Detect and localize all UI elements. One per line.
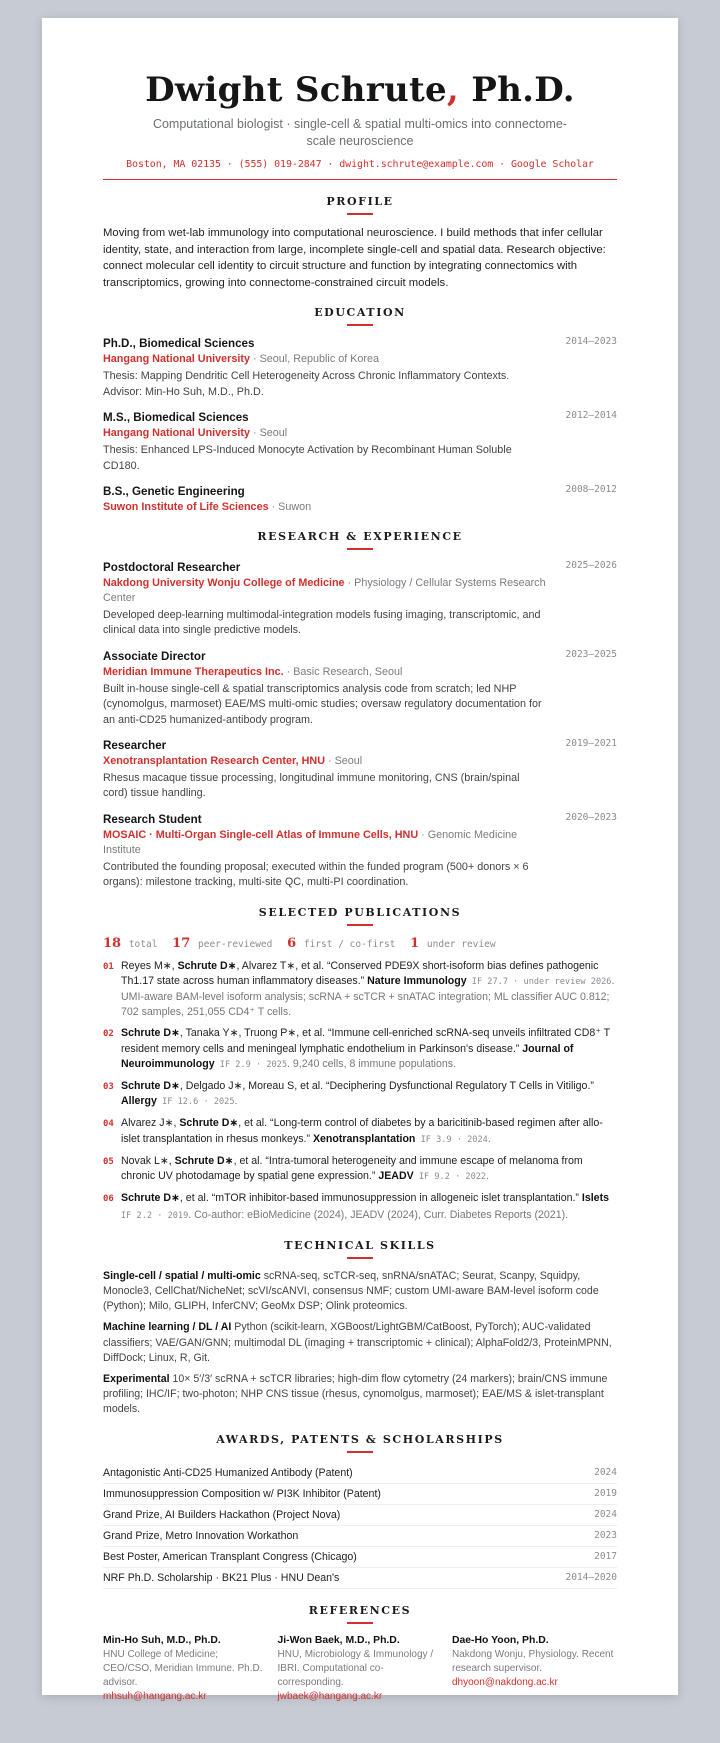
resume-content xyxy=(103,70,617,1704)
publication-number: 03 xyxy=(103,1082,114,1093)
publication-item xyxy=(103,1026,617,1073)
pub-journal: Nature Immunology xyxy=(367,974,467,987)
entry-location: · Physiology / Cellular Systems Research Center xyxy=(103,577,546,604)
publication-item xyxy=(103,1154,617,1185)
experience-entry xyxy=(103,738,617,802)
skill-text: Python (scikit-learn, XGBoost/LightGBM/CatBoost, PyTorch); AUC-validated classifiers; VAE/GAN/GNN; multimodal DL (imaging + transcriptomic + clinical); AlphaFold2/3, ProteinMPNN, DiffDock; Linux, R, Git. xyxy=(103,1321,612,1364)
resume-page xyxy=(42,18,678,1702)
entry-institution: Suwon Institute of Life Sciences xyxy=(103,501,269,513)
experience-entry xyxy=(103,649,617,728)
skill-group xyxy=(103,1372,617,1418)
entry-role: Postdoctoral Researcher xyxy=(103,561,241,574)
pub-authors-pre: Alvarez J∗, xyxy=(121,1117,180,1130)
pub-meta: IF 9.2 · 2022 xyxy=(413,1172,487,1183)
entry-org xyxy=(103,665,617,680)
pub-meta: IF 2.2 · 2019 xyxy=(121,1210,189,1221)
publication-number: 05 xyxy=(103,1156,114,1167)
pub-self-author: Schrute D∗ xyxy=(121,1027,180,1040)
award-year: 2024 xyxy=(594,1508,617,1520)
pub-title: , et al. “Long-term control of diabetes by a baricitinib-based regimen after allo-islet transplantation in rhesus monkeys.” xyxy=(121,1117,603,1145)
skill-group xyxy=(103,1269,617,1315)
reference-description: Nakdong Wonju, Physiology. Recent research supervisor. xyxy=(452,1648,614,1674)
entry-date: 2020–2023 xyxy=(565,811,617,823)
entry-date: 2014–2023 xyxy=(565,336,617,348)
skill-group xyxy=(103,1320,617,1366)
award-label: Immunosuppression Composition w/ PI3K Inhibitor (Patent) xyxy=(103,1487,381,1500)
skill-label: Machine learning / DL / AI xyxy=(103,1321,232,1334)
entry-date: 2025–2026 xyxy=(565,560,617,571)
pub-journal: Journal of Neuroimmunology xyxy=(121,1042,574,1070)
pub-meta: IF 27.7 · under review 2026 xyxy=(466,976,612,987)
education-heading: EDUCATION xyxy=(314,306,406,320)
entry-org xyxy=(103,500,617,515)
section-underline xyxy=(347,1451,373,1453)
references-heading: REFERENCES xyxy=(308,1603,412,1617)
award-label: Grand Prize, Metro Innovation Workathon xyxy=(103,1529,299,1542)
entry-description: Thesis: Enhanced LPS-Induced Monocyte Activation by Recombinant Human Soluble CD180. xyxy=(103,444,512,472)
entry-institution: Nakdong University Wonju College of Medicine xyxy=(103,577,345,589)
pub-self-author: Schrute D∗ xyxy=(174,1154,234,1167)
pub-extra: . xyxy=(486,1170,490,1183)
pub-journal: Xenotransplantation xyxy=(312,1132,416,1145)
tagline: Computational biologist · single-cell & spatial multi-omics into connectome-scale neuroscience xyxy=(152,117,568,148)
entry-date: 2023–2025 xyxy=(565,648,617,660)
entry-description: Developed deep-learning multimodal-integration models fusing imaging, transcriptomic, and clinical data into single predictive models. xyxy=(103,609,541,637)
entry-institution: MOSAIC · Multi-Organ Single-cell Atlas of Immune Cells, HNU xyxy=(103,828,419,841)
stat-total xyxy=(103,935,158,951)
entry-location: · Seoul xyxy=(325,755,363,768)
publication-item xyxy=(103,1191,617,1223)
publication-number: 01 xyxy=(103,961,114,972)
entry-degree: M.S., Biomedical Sciences xyxy=(103,411,249,425)
stat-label: first / co-first xyxy=(303,938,396,950)
name-comma: , xyxy=(446,70,460,110)
stat-number: 1 xyxy=(410,935,420,951)
entry-degree: Ph.D., Biomedical Sciences xyxy=(103,337,255,351)
entry-institution: Hangang National University xyxy=(103,353,250,366)
stat-number: 17 xyxy=(172,935,191,951)
pub-title: , Alvarez T∗, et al. “Conserved PDE9X short-isoform bias defines pathogenic Th1.17 state across human inflammatory diseases.” xyxy=(121,959,599,987)
entry-description: Built in-house single-cell & spatial transcriptomics analysis code from scratch; led NHP (cynomolgus, marmoset) EAE/MS multi-omic studies; oversaw regulatory documentation for an anti-CD25 humanized-antibody program. xyxy=(103,682,542,726)
entry-location: · Seoul, Republic of Korea xyxy=(250,353,380,366)
section-underline xyxy=(347,1257,373,1259)
publication-number: 02 xyxy=(103,1029,114,1040)
publication-stats xyxy=(103,936,617,951)
entry-date: 2019–2021 xyxy=(565,738,617,750)
experience-entry xyxy=(103,560,617,639)
award-label: Grand Prize, AI Builders Hackathon (Project Nova) xyxy=(103,1508,341,1521)
reference-description: HNU College of Medicine; CEO/CSO, Meridian Immune. Ph.D. advisor. xyxy=(103,1648,263,1688)
education-entry xyxy=(103,336,617,400)
section-underline xyxy=(347,213,373,215)
pub-journal: Islets xyxy=(581,1192,609,1205)
stat-first-author xyxy=(287,935,396,951)
entry-institution: Hangang National University xyxy=(103,427,250,440)
entry-role: Associate Director xyxy=(103,649,206,663)
award-year: 2024 xyxy=(594,1466,617,1478)
publications-heading: SELECTED PUBLICATIONS xyxy=(258,905,462,919)
skills-heading: TECHNICAL SKILLS xyxy=(284,1238,436,1252)
reference-card xyxy=(103,1634,268,1704)
entry-institution: Meridian Immune Therapeutics Inc. xyxy=(103,665,284,678)
pub-self-author: Schrute D∗ xyxy=(177,959,237,972)
entry-org xyxy=(103,828,617,858)
entry-location: · Genomic Medicine Institute xyxy=(103,828,518,856)
pub-title: , Tanaka Y∗, Truong P∗, et al. “Immune cell-enriched scRNA-seq unveils infiltrated CD8⁺ T resident memory cells and meningeal lymphatic endothelium in Parkinson's disease.” xyxy=(121,1027,610,1055)
entry-date: 2012–2014 xyxy=(565,410,617,422)
skill-text: 10× 5′/3′ scRNA + scTCR libraries; high-dim flow cytometry (24 markers); brain/CNS immune profiling; IHC/IF; two-photon; NHP CNS tissue (rhesus, cynomolgus, marmoset); EAE/MS & islet-transplant models. xyxy=(103,1372,608,1416)
pub-self-author: Schrute D∗ xyxy=(121,1192,180,1205)
pub-self-author: Schrute D∗ xyxy=(121,1080,180,1093)
award-label: Best Poster, American Transplant Congress (Chicago) xyxy=(103,1550,357,1563)
section-underline xyxy=(347,1622,373,1624)
reference-name: Dae-Ho Yoon, Ph.D. xyxy=(452,1634,549,1646)
stat-label: peer-reviewed xyxy=(198,938,273,950)
entry-role: Research Student xyxy=(103,812,202,826)
skills-list xyxy=(103,1269,617,1418)
reference-email-link[interactable]: jwbaek@hangang.ac.kr xyxy=(277,1690,383,1702)
award-row xyxy=(103,1505,617,1526)
entry-role: Researcher xyxy=(103,739,167,753)
pub-title: , et al. “mTOR inhibitor-based immunosuppression in allogeneic islet transplantation.” xyxy=(179,1192,582,1205)
section-underline xyxy=(347,924,373,926)
pub-meta: IF 3.9 · 2024 xyxy=(415,1134,488,1145)
stat-number: 6 xyxy=(287,935,297,951)
pub-extra: . xyxy=(234,1095,238,1108)
award-year: 2014–2020 xyxy=(565,1571,617,1583)
pub-extra: . UMI-aware BAM-level isoform analysis; scRNA + scTCR + snATAC integration; ML classifier AUC 0.812; 702 samples, 251,055 CD4⁺ T cells. xyxy=(121,974,615,1019)
reference-name: Min-Ho Suh, M.D., Ph.D. xyxy=(103,1634,221,1646)
awards-heading: AWARDS, PATENTS & SCHOLARSHIPS xyxy=(216,1432,504,1446)
stat-under-review xyxy=(410,935,496,951)
award-row xyxy=(103,1568,617,1589)
pub-title: , Delgado J∗, Moreau S, et al. “Deciphering Dysfunctional Regulatory T Cells in Vitiligo.” xyxy=(179,1080,594,1093)
entry-description: Contributed the founding proposal; executed within the funded program (500+ donors × 6 organs): milestone tracking, multi-site QC, multi-PI coordination. xyxy=(103,860,529,889)
award-row xyxy=(103,1463,617,1484)
pub-journal: JEADV xyxy=(378,1170,414,1183)
pub-meta: IF 12.6 · 2025 xyxy=(156,1097,235,1108)
pub-extra: . Co-author: eBioMedicine (2024), JEADV (2024), Curr. Diabetes Reports (2021). xyxy=(188,1208,569,1221)
profile-text: Moving from wet-lab immunology into computational neuroscience. I build methods that infer cellular identity, state, and interaction from large, incomplete single-cell and spatial data. Research objective: connect molecular cell identity to circuit structure and function by integrating connectomics with transcriptomics, growing into connectome-constrained circuit models. xyxy=(103,227,606,289)
entry-org xyxy=(103,352,617,367)
profile-heading: PROFILE xyxy=(326,195,394,208)
publication-item xyxy=(103,1116,617,1147)
publication-item xyxy=(103,959,617,1021)
skill-text: scRNA-seq, scTCR-seq, snRNA/snATAC; Seurat, Scanpy, Squidpy, Monocle3, CellChat/NicheNet; scVI/scANVI, consensus NMF; custom UMI-aware BAM-level isoform code (Python); Milo, GLIPH, InferCNV; GeoMx DSP; Olink proteomics. xyxy=(103,1269,599,1313)
entry-location: · Suwon xyxy=(268,501,312,513)
award-label: Antagonistic Anti-CD25 Humanized Antibody (Patent) xyxy=(103,1466,353,1479)
awards-list xyxy=(103,1463,617,1589)
entry-description: Thesis: Mapping Dendritic Cell Heterogeneity Across Chronic Inflammatory Contexts. Advisor: Min-Ho Suh, M.D., Ph.D. xyxy=(103,370,510,398)
entry-location: · Seoul xyxy=(250,427,288,440)
reference-card xyxy=(452,1634,617,1704)
award-year: 2023 xyxy=(594,1529,617,1541)
entry-location: · Basic Research, Seoul xyxy=(283,665,403,678)
reference-email-link[interactable]: mhsuh@hangang.ac.kr xyxy=(103,1690,207,1702)
experience-heading: RESEARCH & EXPERIENCE xyxy=(257,530,463,543)
entry-org xyxy=(103,576,617,606)
section-underline xyxy=(347,548,373,550)
skill-label: Experimental xyxy=(103,1372,170,1385)
name-suffix: Ph.D. xyxy=(459,70,575,110)
stat-label: under review xyxy=(426,938,496,950)
pub-extra: . xyxy=(487,1132,491,1145)
stat-number: 18 xyxy=(103,935,122,951)
entry-institution: Xenotransplantation Research Center, HNU xyxy=(103,755,325,768)
education-entry xyxy=(103,410,617,474)
pub-authors-pre: Novak L∗, xyxy=(121,1154,175,1167)
entry-degree: B.S., Genetic Engineering xyxy=(103,485,245,498)
entry-org xyxy=(103,754,617,769)
references-list xyxy=(103,1634,617,1704)
pub-title: , et al. “Intra-tumoral heterogeneity and immune escape of melanoma from chronic UV photodamage by spatial gene expression.” xyxy=(121,1154,583,1183)
stat-label: total xyxy=(128,938,158,950)
publication-item xyxy=(103,1079,617,1110)
skill-label: Single-cell / spatial / multi-omic xyxy=(103,1269,261,1282)
award-row xyxy=(103,1547,617,1568)
section-underline xyxy=(347,324,373,326)
pub-meta: IF 2.9 · 2025 xyxy=(214,1059,288,1070)
pub-journal: Allergy xyxy=(121,1095,157,1108)
name-text: Dwight Schrute xyxy=(145,70,447,110)
award-year: 2017 xyxy=(594,1550,617,1562)
reference-card xyxy=(278,1634,443,1704)
stat-peer-reviewed xyxy=(172,935,273,951)
pub-authors-pre: Reyes M∗, xyxy=(121,959,178,972)
publication-number: 04 xyxy=(103,1119,114,1130)
award-year: 2019 xyxy=(594,1487,617,1499)
education-list xyxy=(103,336,617,515)
publication-number: 06 xyxy=(103,1194,114,1205)
reference-name: Ji-Won Baek, M.D., Ph.D. xyxy=(277,1634,400,1646)
header-divider xyxy=(103,179,617,180)
entry-description: Rhesus macaque tissue processing, longitudinal immune monitoring, CNS (brain/spinal cord) tissue handling. xyxy=(103,772,520,800)
experience-entry xyxy=(103,812,617,891)
award-row xyxy=(103,1526,617,1547)
entry-date: 2008–2012 xyxy=(565,484,617,495)
publication-list xyxy=(103,959,617,1224)
experience-list xyxy=(103,560,617,891)
reference-email-link[interactable]: dhyoon@nakdong.ac.kr xyxy=(452,1676,558,1688)
candidate-name xyxy=(103,70,617,110)
award-row xyxy=(103,1484,617,1505)
education-entry xyxy=(103,484,617,515)
reference-description: HNU, Microbiology & Immunology / IBRI. Computational co-corresponding. xyxy=(277,1648,434,1688)
pub-self-author: Schrute D∗ xyxy=(179,1117,239,1130)
entry-org xyxy=(103,426,617,441)
contact-line[interactable]: Boston, MA 02135 · (555) 019-2847 · dwight.schrute@example.com · Google Scholar xyxy=(126,159,594,170)
pub-extra: . 9,240 cells, 8 immune populations. xyxy=(287,1057,457,1070)
award-label: NRF Ph.D. Scholarship · BK21 Plus · HNU Dean's xyxy=(103,1571,340,1584)
